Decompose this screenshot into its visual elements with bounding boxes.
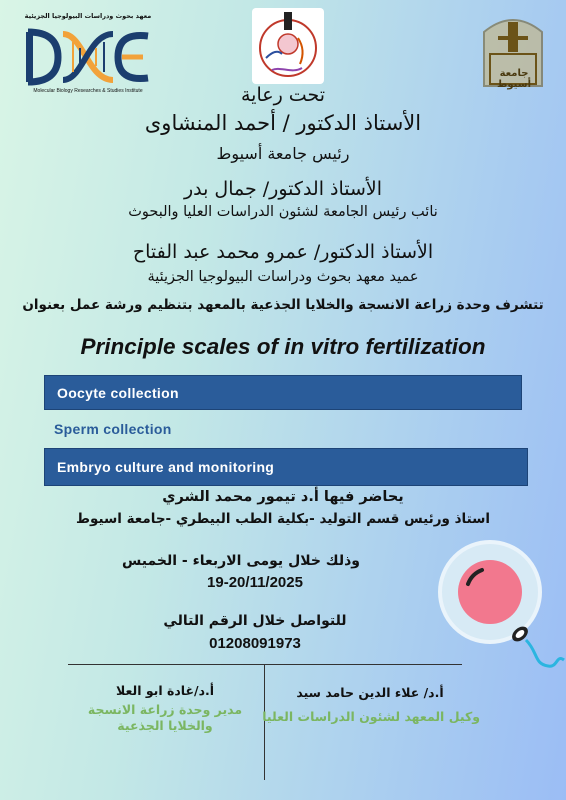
egg-nucleus-icon	[458, 560, 522, 624]
lecturer-line: يحاضر فيها أ.د تيمور محمد الشري	[162, 489, 404, 505]
sperm-tail-icon	[526, 640, 564, 666]
signatory-left-title: مدير وحدة زراعة الانسجة	[87, 702, 243, 717]
president-name: الأستاذ الدكتور / أحمد المنشاوى	[144, 111, 422, 135]
signatory-right-title: وكيل المعهد لشئون الدراسات العليا	[262, 709, 480, 724]
dean-name: الأستاذ الدكتور/ عمرو محمد عبد الفتاح	[132, 241, 434, 263]
vp-name: الأستاذ الدكتور/ جمال بدر	[183, 178, 383, 200]
topic-embryo-culture: Embryo culture and monitoring	[44, 448, 528, 486]
contact-label: للتواصل خلال الرقم التالي	[163, 613, 347, 629]
schedule-dates: 19-20/11/2025	[207, 574, 303, 591]
institute-caption-ar: معهد بحوث ودراسات البيولوجيا الجزيئية	[24, 12, 152, 20]
assiut-university-logo	[478, 12, 548, 90]
assiut-logo-caption: جامعة أسيوط	[497, 68, 531, 90]
patronage-heading: تحت رعاية	[240, 84, 326, 106]
contact-phone[interactable]: 01208091973	[209, 635, 301, 652]
schedule-days: وذلك خلال يومى الاربعاء - الخميس	[122, 553, 360, 569]
signatory-left-title-2: والخلايا الجذعية	[117, 718, 213, 733]
signatory-left-name: أ.د/غادة ابو العلا	[115, 683, 215, 698]
announcement: تتشرف وحدة زراعة الانسجة والخلايا الجذعية بالمعهد بتنظيم ورشة عمل بعنوان	[22, 297, 544, 313]
ivf-sperm-dna-logo-icon	[252, 8, 324, 84]
vp-title: نائب رئيس الجامعة لشئون الدراسات العليا والبحوث	[128, 204, 438, 220]
signatory-right-name: أ.د/ علاء الدين حامد سيد	[296, 685, 444, 700]
egg-sperm-illustration	[430, 540, 566, 680]
signature-divider	[68, 664, 462, 665]
dean-title: عميد معهد بحوث ودراسات البيولوجيا الجزيئية	[147, 269, 419, 285]
topic-sperm-collection: Sperm collection	[54, 421, 172, 437]
president-title: رئيس جامعة أسيوط	[216, 144, 350, 163]
topic-oocyte-collection: Oocyte collection	[44, 375, 522, 410]
institute-caption-en: Molecular Biology Researches & Studies Institute	[33, 88, 143, 94]
workshop-title: Principle scales of in vitro fertilization	[80, 334, 486, 359]
ivf-unit-logo	[252, 8, 324, 84]
lecturer-affiliation: استاذ ورئيس قسم التوليد -بكلية الطب البيطري -جامعة اسيوط	[75, 511, 491, 527]
